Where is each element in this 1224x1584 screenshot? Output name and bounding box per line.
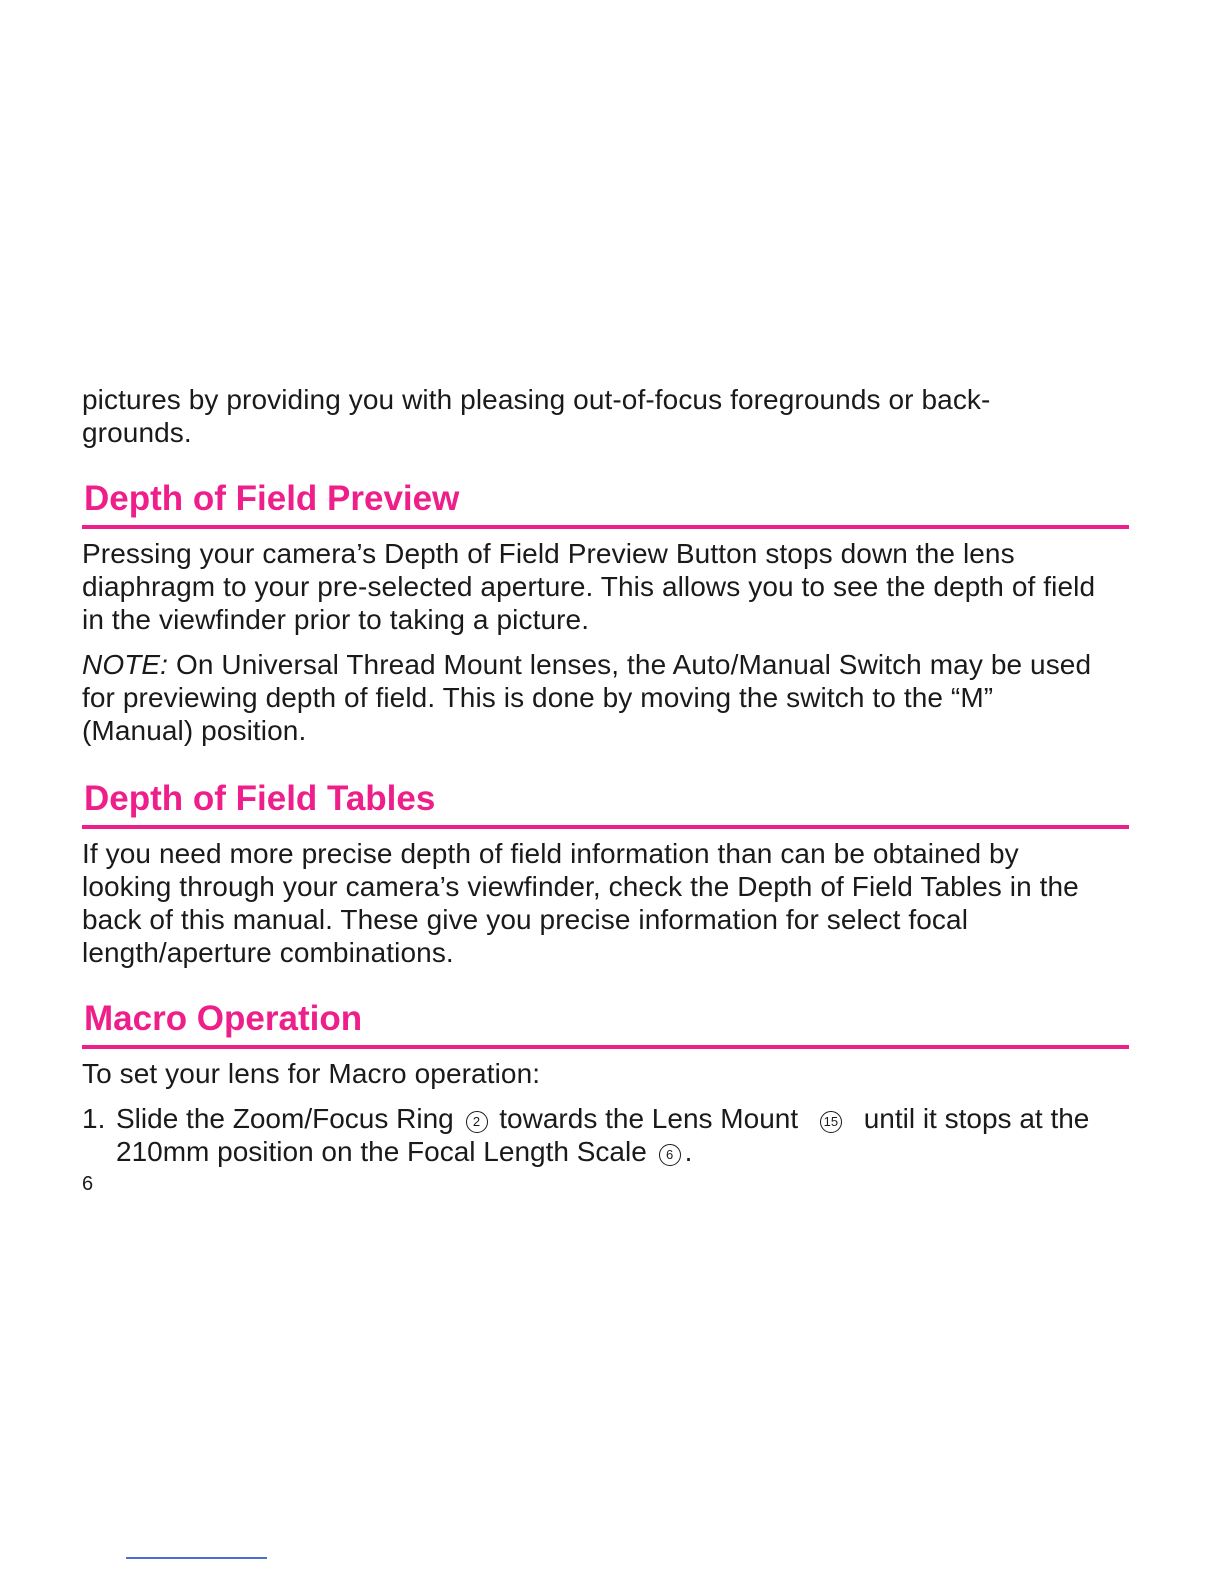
tables-paragraph: If you need more precise depth of field information than can be obtained by looking through your camera’s viewfinder, check the Depth of Field Tables in the back of this manual. These give you precise information for select focal length/aperture combinations. [82, 838, 1079, 968]
step-text-part: towards the Lens Mount [499, 1103, 799, 1134]
note-paragraph [82, 648, 1092, 747]
section-rule [82, 825, 1129, 829]
step-text-part: Slide the Zoom/Focus Ring [116, 1103, 454, 1134]
macro-intro: To set your lens for Macro operation: [82, 1058, 541, 1089]
reference-6-icon: 6 [659, 1144, 681, 1166]
preview-paragraph: Pressing your camera’s Depth of Field Preview Button stops down the lens diaphragm to your pre-selected aperture. This allows you to see the depth of field in the viewfinder prior to taking a picture. [82, 538, 1096, 635]
footer-line [126, 1557, 267, 1559]
step-text-part: until it stops at the 210mm position on the Focal Length Scale [116, 1103, 1090, 1167]
macro-step-1 [82, 1102, 1130, 1168]
intro-paragraph: pictures by providing you with pleasing out-of-focus foregrounds or back-grounds. [82, 384, 991, 448]
reference-2-icon: 2 [466, 1111, 488, 1133]
heading-macro-operation: Macro Operation [84, 999, 363, 1038]
document-body [82, 383, 1130, 1168]
step-number: 1. [82, 1103, 106, 1134]
heading-depth-of-field-preview: Depth of Field Preview [84, 479, 460, 518]
note-text: On Universal Thread Mount lenses, the Auto/Manual Switch may be used for previewing depth of field. This is done by moving the switch to the “M” (Manual) position. [82, 649, 1092, 746]
step-text-part: . [684, 1136, 693, 1167]
page-number: 6 [82, 1173, 94, 1195]
section-rule [82, 1045, 1129, 1049]
heading-depth-of-field-tables: Depth of Field Tables [84, 779, 436, 818]
step-text [116, 1102, 1130, 1168]
note-label: NOTE: [82, 649, 169, 680]
section-rule [82, 525, 1129, 529]
reference-15-icon: 15 [820, 1111, 842, 1133]
